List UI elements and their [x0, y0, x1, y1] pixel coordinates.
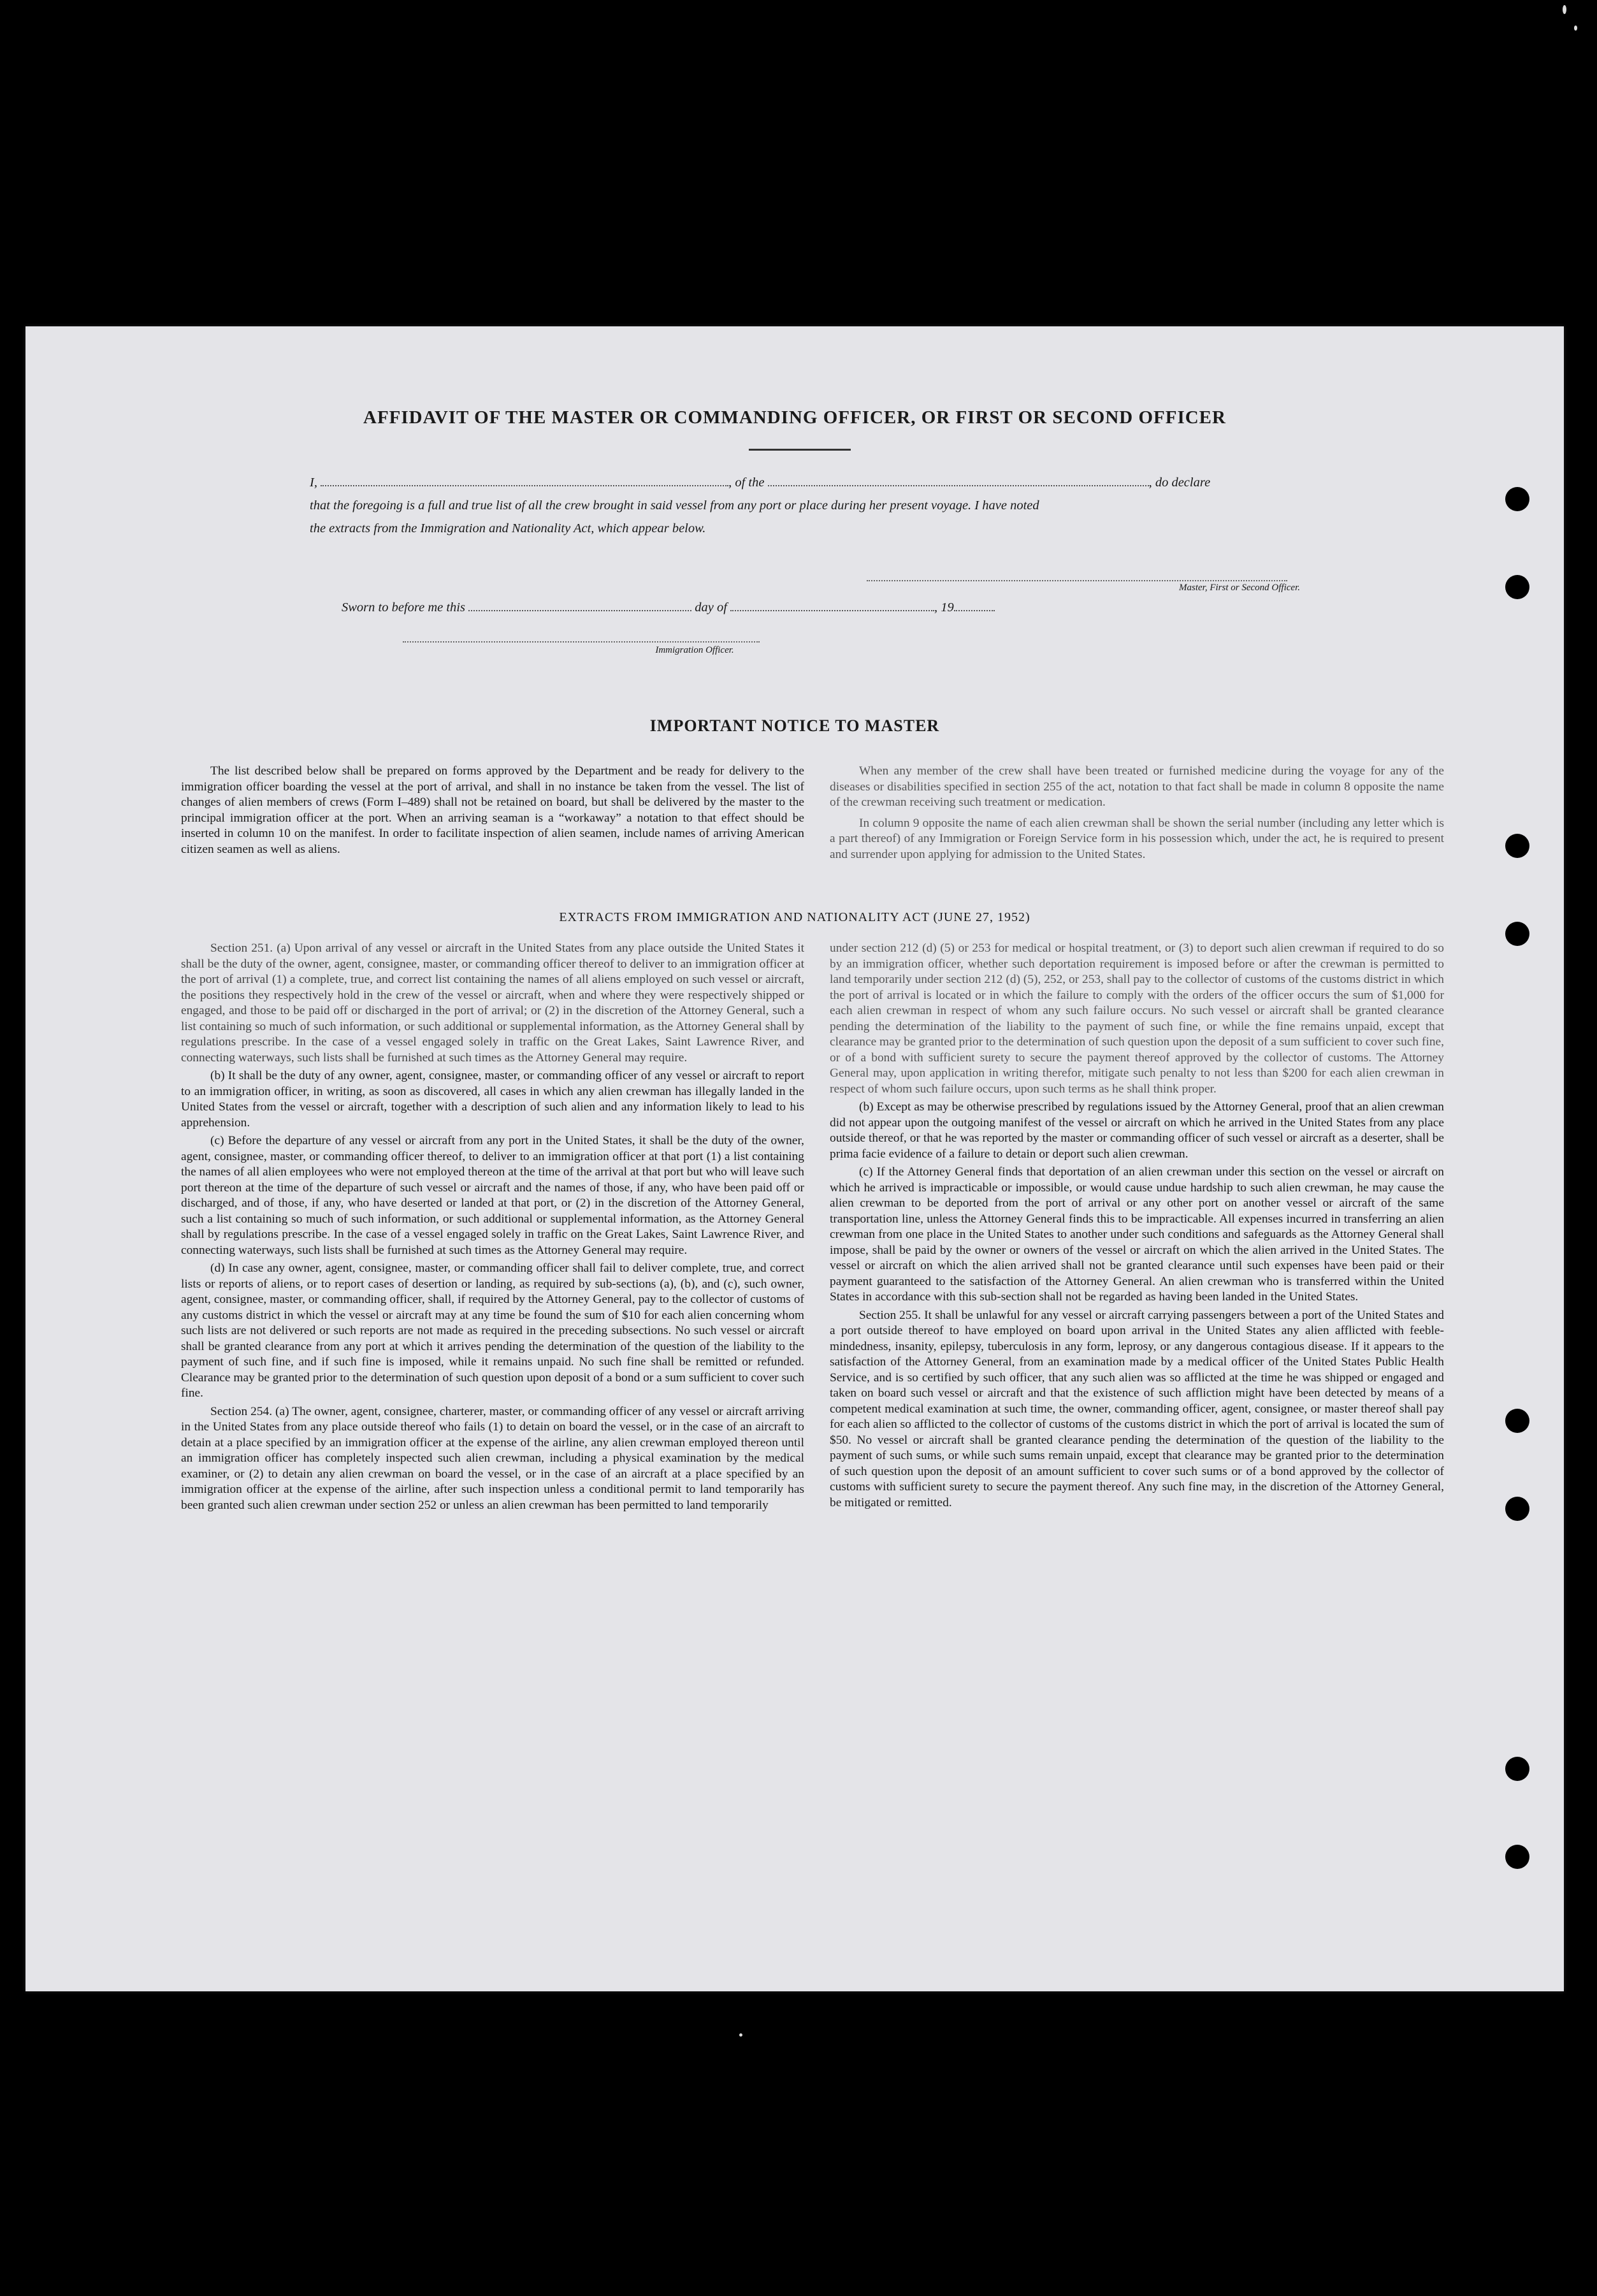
extracts-left-column [181, 941, 804, 1513]
notice-paragraph: When any member of the crew shall have been treated or furnished medicine during the voyage for any of the diseases or disabilities specified in section 255 of the act, notation to that fact shall be made in column 8 opposite the name of the crewman receiving such treatment or medication. [830, 764, 1444, 809]
extracts-heading: EXTRACTS FROM IMMIGRATION AND NATIONALITY ACT (JUNE 27, 1952) [559, 910, 1030, 924]
notice-left-column [181, 764, 804, 857]
section-paragraph: (c) Before the departure of any vessel or aircraft from any port in the United States, it shall be the duty of the owner, agent, consignee, master, or commanding officer thereof, to deliver to an immigration officer at that port (1) a list containing the names of all alien employees who were not employed thereon at the time of the arrival at that port but who will leave such port thereon at the time of the departure of such vessel or aircraft and the names of those, if any, who have been paid off or discharged, and of those, if any, who have deserted or landed at that port, or (2) in the discretion of the Attorney General, such a list containing so much of such information, or such additional or supplemental information, as the Attorney General shall by regulations prescribe. In the case of a vessel engaged solely in traffic on the Great Lakes, Saint Lawrence River, and connecting waterways, such lists shall be furnished at such times as the Attorney General may require. [181, 1134, 804, 1257]
officer-caption: Immigration Officer. [655, 645, 734, 655]
sworn-line: Sworn to before me this day of , 19 [342, 597, 1348, 618]
section-paragraph: (d) In case any owner, agent, consignee, master, or commanding officer shall fail to deliver complete, true, and correct lists or reports of aliens, or to report cases of desertion or landing, as required by sub-sections (a), (b), and (c), such owner, agent, consignee, master, or commanding officer, shall, if required by the Attorney General, pay to the collector of customs of any customs district in which the vessel or aircraft may at any time be found the sum of $10 for each alien concerning whom such lists are not delivered or such reports are not made as required in the preceding subsections. No such vessel or aircraft shall be granted clearance from any port at which it arrives pending the determination of the question of the liability to the payment of such fine, and if such fine is imposed, while it remains unpaid. No such fine shall be remitted or refunded. Clearance may be granted prior to the determination of such question upon deposit of a bond or a sum sufficient to cover such fine. [181, 1261, 804, 1400]
section-paragraph: (b) It shall be the duty of any owner, agent, consignee, master, or commanding officer of any vessel or aircraft to report to an immigration officer, in writing, as soon as discovered, all cases in which any alien crewman has illegally landed in the United States from the vessel or aircraft, together with a description of such alien and any information likely to lead to his apprehension. [181, 1069, 804, 1130]
scan-speck [1574, 25, 1577, 31]
affidavit-title: AFFIDAVIT OF THE MASTER OR COMMANDING OFFICER, OR FIRST OR SECOND OFFICER [363, 407, 1226, 428]
scan-speck [1563, 5, 1566, 14]
declaration-line-3: the extracts from the Immigration and Nationality Act, which appear below. [310, 521, 706, 535]
binder-hole [1505, 834, 1529, 858]
binder-hole [1505, 1497, 1529, 1521]
section-paragraph: (c) If the Attorney General finds that deportation of an alien crewman under this section on the vessel or aircraft on which he arrived is impracticable or impossible, or would cause undue hardship to such alien crewman, he may cause the alien crewman to be deported from the port of arrival or any other port on another vessel or aircraft of the same transportation line, unless the Attorney General finds this to be impracticable. All expenses incurred in transferring an alien crewman from one place in the United States to another under such conditions and safeguards as the Attorney General shall impose, shall be paid by the owner or owners of the vessel or aircraft on which the alien arrived in the United States. The vessel or aircraft on which the alien arrived shall not be granted clearance until such expenses have been paid or their payment guaranteed to the satisfaction of the Attorney General. An alien crewman who is transferred within the United States in accordance with this sub-section shall not be regarded as having been landed in the United States. [830, 1165, 1444, 1304]
sworn-date-field[interactable] [468, 599, 691, 611]
vessel-name-field[interactable] [768, 474, 1149, 486]
binder-hole [1505, 922, 1529, 946]
section-paragraph: Section 251. (a) Upon arrival of any vessel or aircraft in the United States from any place outside the United States it shall be the duty of the owner, agent, consignee, master, or commanding officer thereof to deliver to an immigration officer at the port of arrival (1) a complete, true, and correct list containing the names of all aliens employed on such vessel or aircraft, the positions they respectively hold in the crew of the vessel or aircraft, when and where they were respectively shipped or engaged, and those to be paid off or discharged in the port of arrival; or (2) in the discretion of the Attorney General, such a list containing so much of such information, or such additional or supplemental information, as the Attorney General shall by regulations prescribe. In the case of a vessel engaged solely in traffic on the Great Lakes, Saint Lawrence River, and connecting waterways, such lists shall be furnished at such times as the Attorney General may require. [181, 941, 804, 1064]
declarant-label: I, [310, 476, 317, 490]
notice-right-column [830, 764, 1444, 862]
title-underline [749, 449, 851, 451]
sworn-year-field[interactable] [954, 599, 995, 611]
binder-hole [1505, 1757, 1529, 1781]
extracts-right-column [830, 941, 1444, 1511]
scan-speck [739, 2033, 742, 2037]
binder-hole [1505, 487, 1529, 511]
declarant-name-field[interactable] [321, 474, 728, 486]
sworn-label: Sworn to before me this [342, 600, 465, 614]
sworn-month-field[interactable] [730, 599, 934, 611]
master-signature-line[interactable] [867, 580, 1287, 581]
notice-heading: IMPORTANT NOTICE TO MASTER [649, 716, 940, 735]
binder-hole [1505, 1845, 1529, 1869]
section-paragraph: Section 254. (a) The owner, agent, consignee, charterer, master, or commanding officer of any vessel or aircraft arriving in the United States from any place outside thereof who fails (1) to detain on board the vessel, or in the case of an aircraft to detain at a place specified by an immigration officer at the expense of the airline, any alien crewman employed thereon until an immigration officer has completely inspected such alien crewman, including a physical examination by the medical examiner, or (2) to detain any alien crewman on board the vessel, or in the case of an aircraft at a place specified by an immigration officer at the expense of the airline, after such inspection unless a conditional permit to land temporarily has been granted such alien crewman under section 252 or unless an alien crewman has been permitted to land temporarily [181, 1404, 804, 1512]
notice-paragraph: In column 9 opposite the name of each alien crewman shall be shown the serial number (including any letter which is a part thereof) of any Immigration or Foreign Service form in his possession which, under the act, he is required to present and surrender upon applying for admission to the United States. [830, 816, 1444, 861]
declaration-line-1 [310, 472, 1317, 493]
binder-hole [1505, 575, 1529, 599]
section-paragraph: under section 212 (d) (5) or 253 for medical or hospital treatment, or (3) to deport such alien crewman if required to do so by an immigration officer, whether such deportation requirement is imposed before or after the crewman is permitted to land temporarily under section 212 (d) (5), 252, or 253, shall pay to the collector of customs of the customs district in which the port of arrival is located or in which the failure to comply with the orders of the officer occurs the sum of $1,000 for each alien crewman in respect of whom any such failure occurs. No such vessel or aircraft shall be granted clearance pending the determination of the liability to the payment of such fine, or while the fine remains unpaid, except that clearance may be granted prior to the determination of such question upon the deposit of a sum sufficient to cover such fine, or of a bond with sufficient surety to secure the payment thereof approved by the collector of customs. The Attorney General may, upon application in writing therefor, mitigate such penalty to not less than $200 for each alien crewman in respect of whom such failure occurs, upon such terms as he shall think proper. [830, 941, 1444, 1096]
notice-paragraph: The list described below shall be prepared on forms approved by the Department and be ready for delivery to the immigration officer boarding the vessel at the port of arrival, and shall in no instance be taken from the vessel. The list of changes of alien members of crews (Form I–489) shall not be retained on board, but shall be delivered by the master to the principal immigration officer at the port. When an arriving seaman is a “workaway” a notation to that effect should be inserted in column 10 on the manifest. In order to facilitate inspection of alien seamen, include names of arriving American citizen seamen as well as aliens. [181, 764, 804, 856]
binder-hole [1505, 1409, 1529, 1433]
year-prefix: 19 [941, 600, 954, 614]
master-caption: Master, First or Second Officer. [1179, 583, 1300, 593]
officer-signature-line[interactable] [403, 641, 760, 643]
of-the-label: , of the [728, 476, 765, 490]
declaration-line-2: that the foregoing is a full and true list of all the crew brought in said vessel from any port or place during her present voyage. I have noted [310, 498, 1039, 512]
document-page [25, 326, 1564, 1991]
section-paragraph: Section 255. It shall be unlawful for any vessel or aircraft carrying passengers between a port of the United States and a port outside thereof to have employed on board upon arrival in the United States any alien afflicted with feeble-mindedness, insanity, epilepsy, tuberculosis in any form, leprosy, or any dangerous contagious disease. If it appears to the satisfaction of the Attorney General, from an examination made by a medical officer of the United States Public Health Service, and is so certified by such officer, that any such alien was so afflicted at the time he was shipped or engaged and taken on board such vessel or aircraft and that the existence of such affliction might have been detected by means of a competent medical examination at such time, the owner, commanding officer, agent, consignee, or master thereof shall pay for each alien so afflicted to the collector of customs of the customs district in which the port of arrival is located the sum of $50. No vessel or aircraft shall be granted clearance pending the determination of the question of the liability to the payment of such sums, or while such sums remain unpaid, except that clearance may be granted prior to the determination of such question upon the deposit of an amount sufficient to cover such sums or of a bond approved by the collector of customs with sufficient surety to secure the payment thereof. Any such fine may, in the discretion of the Attorney General, be mitigated or remitted. [830, 1308, 1444, 1509]
section-paragraph: (b) Except as may be otherwise prescribed by regulations issued by the Attorney General, proof that an alien crewman did not appear upon the outgoing manifest of the vessel or aircraft on which he arrived in the United States from any place outside thereof, or that he was reported by the master or commanding officer of such vessel or aircraft as a deserter, shall be prima facie evidence of a failure to detain or deport such alien crewman. [830, 1100, 1444, 1161]
do-declare-label: , do declare [1148, 476, 1211, 490]
day-of-label: day of [695, 600, 727, 614]
